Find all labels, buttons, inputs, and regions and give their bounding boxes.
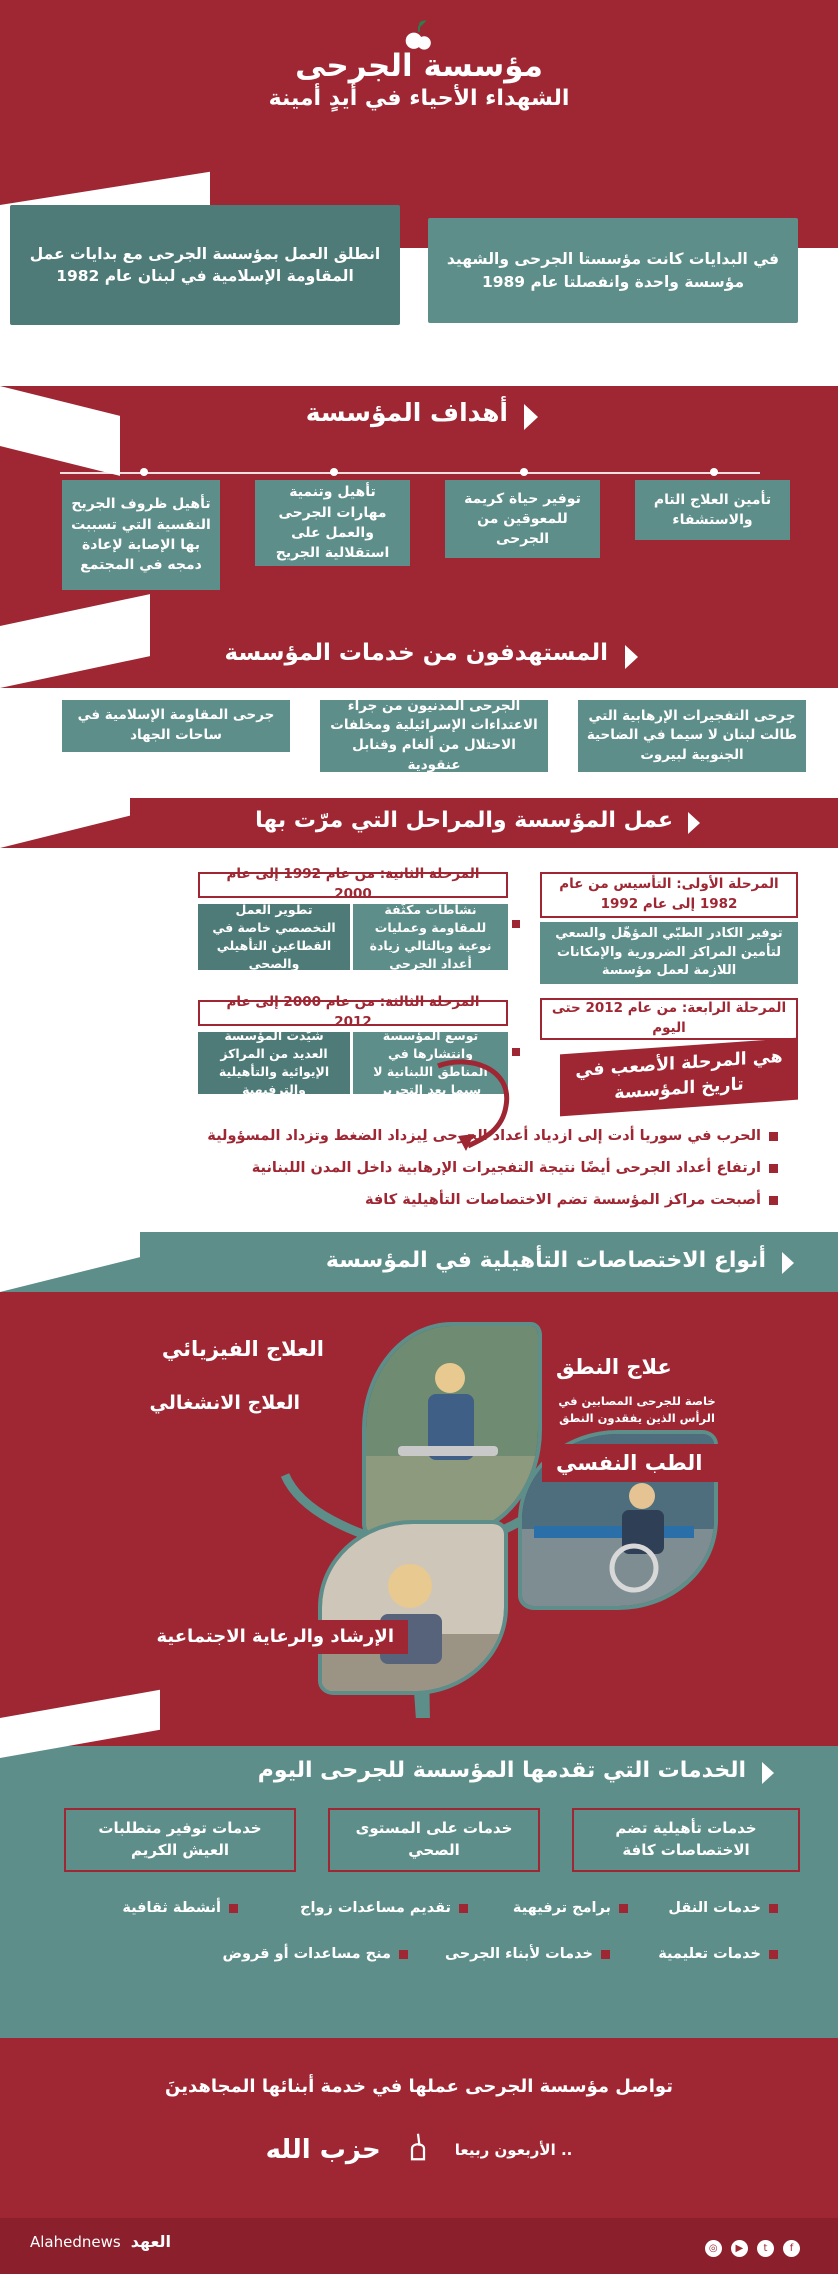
service-item-transport	[668, 1900, 778, 1916]
bullet-square-icon	[601, 1950, 610, 1959]
brand-label-en: Alahednews	[30, 2232, 121, 2251]
chevron-left-icon-specialties	[782, 1252, 794, 1274]
phase-1-title: المرحلة الأولى: التأسيس من عام 1982 إلى عام 1992	[540, 872, 798, 918]
goals-title-row	[306, 398, 508, 427]
social-links[interactable]	[701, 2236, 800, 2257]
bullet-square-icon	[769, 1904, 778, 1913]
chevron-left-icon-services	[762, 1762, 774, 1784]
targets-title: المستهدفون من خدمات المؤسسة	[224, 640, 608, 666]
service-box-1: خدمات تأهيلية تضم الاختصاصات كافة	[572, 1808, 800, 1872]
goals-dot-1	[710, 468, 718, 476]
intro-box-left: في البدايات كانت مؤسستا الجرحى والشهيد مؤسسة واحدة وانفصلتا عام 1989	[428, 218, 798, 323]
closing-text: تواصل مؤسسة الجرحى عملها في خدمة أبنائها المجاهدينَ	[165, 2076, 673, 2097]
service-item-education	[658, 1946, 778, 1962]
page-title: مؤسسة الجرحى	[295, 48, 543, 84]
service-box-3: خدمات توفير متطلبات العيش الكريم	[64, 1808, 296, 1872]
closing-logos	[0, 2132, 838, 2168]
service-item-cultural	[122, 1900, 238, 1916]
specialty-label-speech: علاج النطق	[542, 1348, 738, 1386]
phases-title: عمل المؤسسة والمراحل التي مرّت بها	[255, 808, 673, 833]
goal-box-3: تأهيل وتنمية مهارات الجرحى والعمل على استقلالية الجريح	[255, 480, 410, 566]
goals-dot-3	[330, 468, 338, 476]
service-item-loans	[222, 1946, 408, 1962]
phase-4-point-1	[207, 1128, 778, 1144]
service-item-children	[445, 1946, 610, 1962]
phase-3-body-2: شيّدت المؤسسة العديد من المراكز الإيوائية والتأهيلية والترفيهية	[198, 1032, 350, 1094]
chevron-left-icon-goals	[524, 404, 538, 430]
phase-4-point-2	[252, 1160, 778, 1176]
brand	[30, 2232, 171, 2251]
bullet-square-icon	[459, 1904, 468, 1913]
goals-connector-line	[60, 472, 760, 474]
photo-patient-walking	[362, 1322, 542, 1537]
phase-4-highlight: هي المرحلة الأصعب في تاريخ المؤسسة	[560, 1038, 798, 1117]
service-item-education-label: خدمات تعليمية	[658, 1946, 761, 1962]
bullet-square-icon	[399, 1950, 408, 1959]
specialty-label-psych: الطب النفسي	[542, 1444, 742, 1482]
phase-2-body-1: نشاطات مكثّفة للمقاومة وعمليات نوعية وبالتالي زيادة أعداد الجرحى	[353, 904, 508, 970]
specialty-label-physical: العلاج الفيزيائي	[102, 1330, 338, 1368]
bullet-square-icon	[619, 1904, 628, 1913]
phase-2-marker	[512, 920, 520, 928]
specialty-label-social: الإرشاد والرعاية الاجتماعية	[102, 1620, 408, 1654]
intro-box-right: انطلق العمل بمؤسسة الجرحى مع بدايات عمل المقاومة الإسلامية في لبنان عام 1982	[10, 205, 400, 325]
phase-3-body-1: توسع المؤسسة وانتشارها في المناطق اللبنانية لا سيما بعد التحرير	[353, 1032, 508, 1094]
brand-label-ar: العهد	[130, 2232, 172, 2251]
services-title: الخدمات التي تقدمها المؤسسة للجرحى اليوم	[257, 1758, 746, 1783]
telegram-icon[interactable]: ◎	[705, 2240, 722, 2257]
goals-title: أهداف المؤسسة	[305, 398, 508, 427]
service-item-marriage	[300, 1900, 468, 1916]
goal-box-4: تأهيل ظروف الجريح النفسية التي تسببت بها الإصابة لإعادة دمجه في المجتمع	[62, 480, 220, 590]
bullet-square-icon	[769, 1164, 778, 1173]
phase-4-point-2-label: ارتفاع أعداد الجرحى أيضًا نتيجة التفجيرات الإرهابية داخل المدن اللبنانية	[251, 1160, 761, 1176]
phase-1-body: توفير الكادر الطبّي المؤهّل والسعي لتأمين المراكز الضرورية والإمكانات اللازمة لعمل مؤسسة	[540, 922, 798, 984]
service-item-recreation	[513, 1900, 628, 1916]
youtube-icon[interactable]: ▶	[731, 2240, 748, 2257]
page-subtitle: الشهداء الأحياء في أيدٍ أمينة	[268, 86, 570, 111]
target-box-2: الجرحى المدنيون من جراء الاعتداءات الإسرائيلية ومخلفات الاحتلال من ألغام وقنابل عنقودية	[320, 700, 548, 772]
hand-rifle-icon	[403, 2132, 433, 2168]
hezbollah-logo-label: حزب الله	[265, 2135, 381, 2165]
phase-3-title: المرحلة الثالثة: من عام 2000 إلى عام 2012	[198, 1000, 508, 1026]
goal-box-1: تأمين العلاج التام والاستشفاء	[635, 480, 790, 540]
bullet-square-icon	[769, 1196, 778, 1205]
phase-2-body-2: تطوير العمل التخصصي خاصة في القطاعين التأهيلي والصحي	[198, 904, 350, 970]
bullet-square-icon	[229, 1904, 238, 1913]
specialty-note-speech: خاصة للجرحى المصابين في الرأس الذين يفقدون النطق	[558, 1394, 716, 1425]
bullet-square-icon	[769, 1950, 778, 1959]
service-item-marriage-label: تقديم مساعدات زواج	[300, 1900, 451, 1916]
goal-box-2: توفير حياة كريمة للمعوقين من الجرحى	[445, 480, 600, 558]
service-box-2: خدمات على المستوى الصحي	[328, 1808, 540, 1872]
goals-dot-2	[520, 468, 528, 476]
phase-2-title: المرحلة الثانية: من عام 1992 إلى عام 2000	[198, 872, 508, 898]
target-box-3: جرحى التفجيرات الإرهابية التي طالت لبنان لا سيما في الضاحية الجنوبية لبيروت	[578, 700, 806, 772]
service-item-transport-label: خدمات النقل	[668, 1900, 761, 1916]
goals-dot-4	[140, 468, 148, 476]
twitter-icon[interactable]: t	[757, 2240, 774, 2257]
specialty-label-occupational: العلاج الانشغالي	[102, 1386, 314, 1422]
facebook-icon[interactable]: f	[783, 2240, 800, 2257]
service-item-children-label: خدمات لأبناء الجرحى	[445, 1946, 593, 1962]
bullet-square-icon	[769, 1132, 778, 1141]
phase-4-point-3-label: أصبحت مراكز المؤسسة تضم الاختصاصات التأهيلية كافة	[365, 1192, 761, 1208]
anniversary-label: .. الأربعون ربيعا	[454, 2141, 573, 2159]
specialties-title: أنواع الاختصاصات التأهيلية في المؤسسة	[325, 1248, 766, 1273]
photo-speech-therapy	[318, 1520, 508, 1695]
service-item-cultural-label: أنشطة ثقافية	[122, 1900, 221, 1916]
service-item-recreation-label: برامج ترفيهية	[512, 1900, 611, 1916]
phase-4-title: المرحلة الرابعة: من عام 2012 حتى اليوم	[540, 998, 798, 1040]
phase-4-point-1-label: الحرب في سوريا أدت إلى ازدياد أعداد الجرحى لِيزداد الضغط وتزداد المسؤولية	[207, 1128, 761, 1144]
phase-4-point-3	[365, 1192, 778, 1208]
chevron-left-icon-targets	[625, 645, 638, 669]
service-item-loans-label: منح مساعدات أو قروض	[222, 1946, 391, 1962]
target-box-1: جرحى المقاومة الإسلامية في ساحات الجهاد	[62, 700, 290, 752]
chevron-left-icon-phases	[688, 812, 700, 834]
